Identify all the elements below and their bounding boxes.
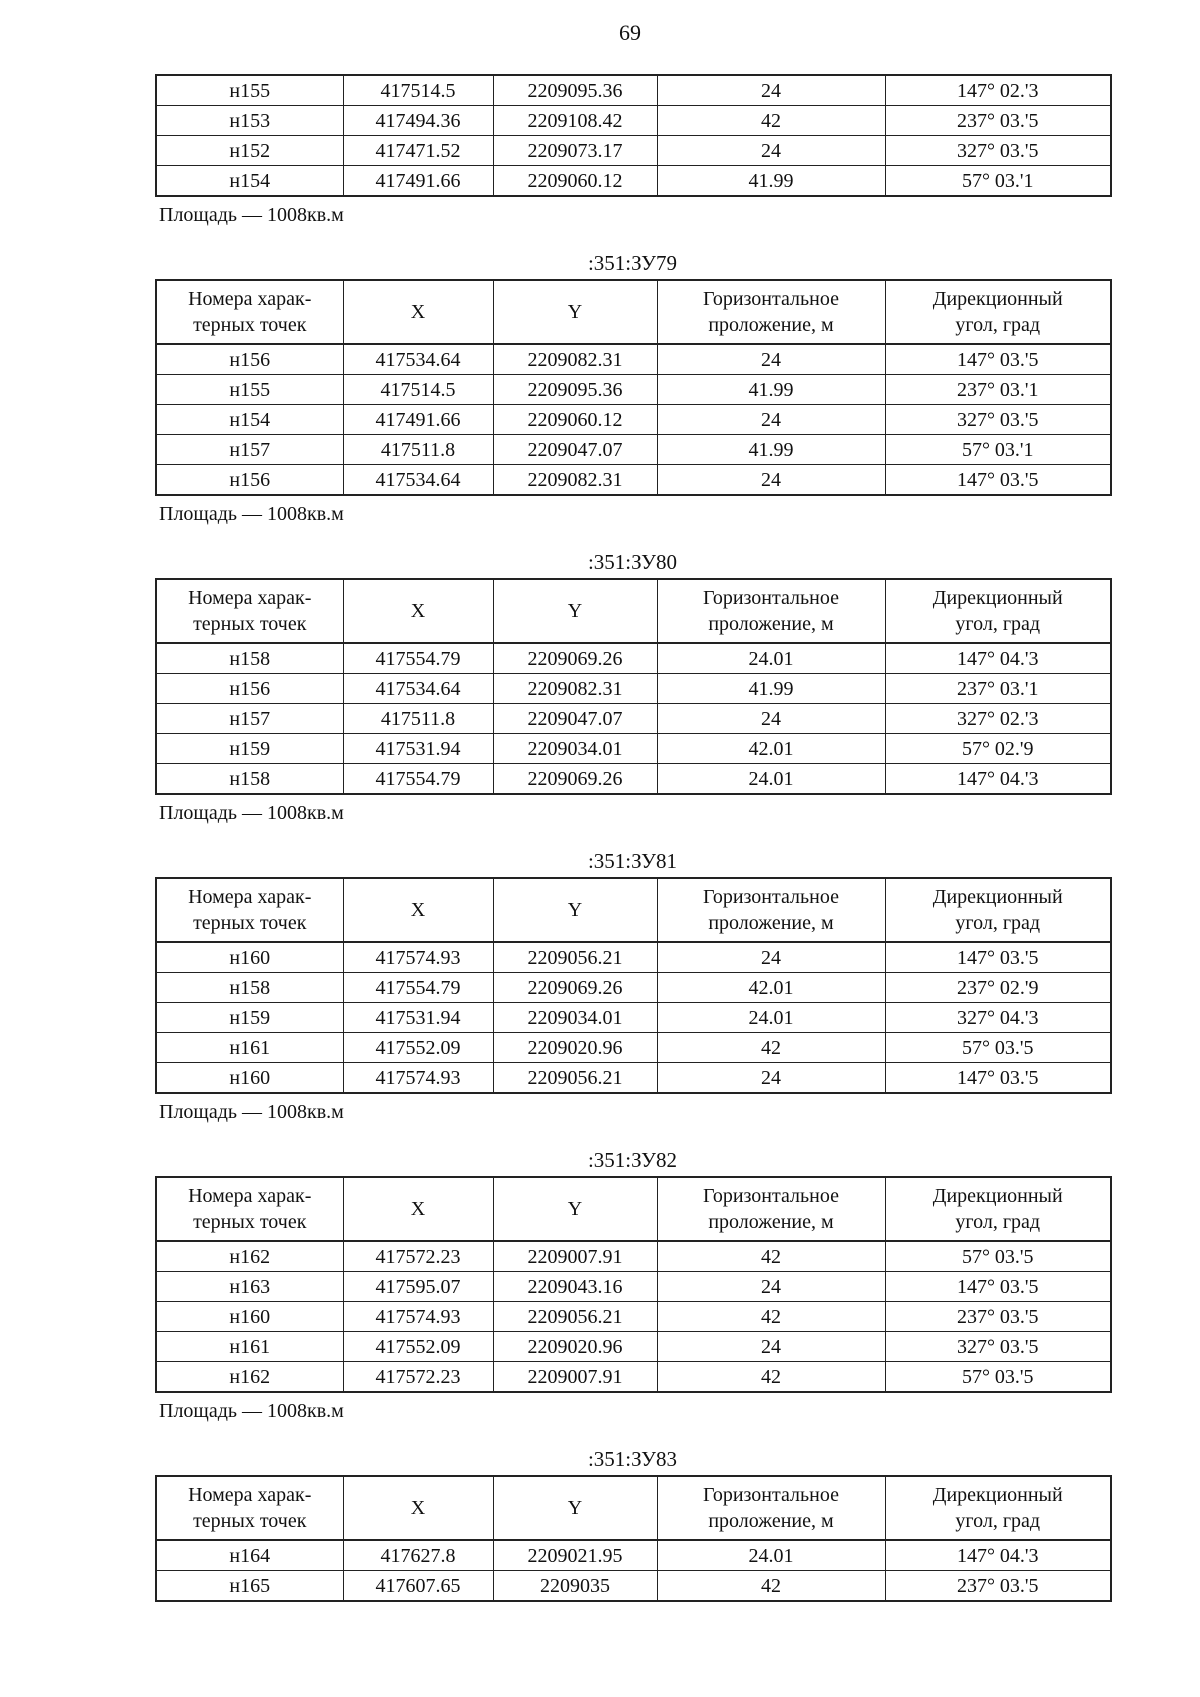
- header-y: Y: [493, 1177, 657, 1241]
- cell-y: 2209007.91: [493, 1241, 657, 1272]
- cell-angle: 147° 03.'5: [885, 1272, 1111, 1302]
- cell-angle: 147° 03.'5: [885, 942, 1111, 973]
- cell-point: н165: [156, 1571, 343, 1602]
- cell-y: 2209034.01: [493, 734, 657, 764]
- header-points-line1: Номера харак-: [188, 1185, 312, 1207]
- header-distance-line2: проложение, м: [708, 1211, 834, 1233]
- cell-point: н153: [156, 106, 343, 136]
- cell-angle: 57° 03.'1: [885, 166, 1111, 197]
- cell-point: н156: [156, 674, 343, 704]
- cell-angle: 237° 03.'1: [885, 674, 1111, 704]
- header-points-line2: терных точек: [193, 1510, 307, 1532]
- cell-x: 417572.23: [343, 1362, 493, 1393]
- cell-distance: 24.01: [657, 643, 885, 674]
- area-text: Площадь — 1008кв.м: [159, 503, 344, 525]
- cell-angle: 147° 03.'5: [885, 344, 1111, 375]
- cell-point: н160: [156, 1302, 343, 1332]
- section-title: :351:ЗУ82: [587, 1148, 678, 1172]
- header-x: X: [343, 1476, 493, 1540]
- table-row: [156, 1302, 1111, 1332]
- cell-x: 417514.5: [343, 75, 493, 106]
- cell-x: 417471.52: [343, 136, 493, 166]
- cell-distance: 41.99: [657, 375, 885, 405]
- table-row: [156, 1272, 1111, 1302]
- header-angle-line1: Дирекционный: [932, 1185, 1063, 1207]
- page-content: [155, 74, 1110, 1602]
- header-distance: [657, 1476, 885, 1540]
- table-row: [156, 1003, 1111, 1033]
- table-row: [156, 1063, 1111, 1094]
- cell-angle: 237° 03.'5: [885, 106, 1111, 136]
- header-x: X: [343, 280, 493, 344]
- cell-distance: 24: [657, 75, 885, 106]
- cell-point: н154: [156, 166, 343, 197]
- cell-y: 2209034.01: [493, 1003, 657, 1033]
- cell-distance: 24: [657, 1332, 885, 1362]
- cell-y: 2209082.31: [493, 674, 657, 704]
- cell-point: н155: [156, 375, 343, 405]
- header-distance-line1: Горизонтальное: [703, 1185, 839, 1207]
- cell-distance: 24: [657, 344, 885, 375]
- header-points: [156, 280, 343, 344]
- table-row: [156, 1362, 1111, 1393]
- cell-distance: 24.01: [657, 1540, 885, 1571]
- header-angle-line2: угол, град: [955, 613, 1041, 635]
- table-row: [156, 166, 1111, 197]
- cell-distance: 41.99: [657, 435, 885, 465]
- table-row: [156, 375, 1111, 405]
- header-angle-line2: угол, град: [955, 1510, 1041, 1532]
- coordinates-table: [155, 1176, 1112, 1393]
- header-angle-line1: Дирекционный: [932, 886, 1063, 908]
- header-distance-line1: Горизонтальное: [703, 288, 839, 310]
- cell-x: 417552.09: [343, 1033, 493, 1063]
- cell-y: 2209069.26: [493, 764, 657, 795]
- header-points-line2: терных точек: [193, 1211, 307, 1233]
- header-angle-line1: Дирекционный: [932, 288, 1063, 310]
- coordinates-table-continued: [155, 74, 1112, 197]
- cell-angle: 327° 03.'5: [885, 405, 1111, 435]
- cell-y: 2209082.31: [493, 465, 657, 496]
- cell-point: н158: [156, 764, 343, 795]
- coordinates-table: [155, 578, 1112, 795]
- cell-angle: 147° 04.'3: [885, 643, 1111, 674]
- cell-angle: 327° 04.'3: [885, 1003, 1111, 1033]
- cell-y: 2209047.07: [493, 435, 657, 465]
- cell-y: 2209056.21: [493, 1302, 657, 1332]
- cell-x: 417627.8: [343, 1540, 493, 1571]
- cell-x: 417494.36: [343, 106, 493, 136]
- cell-y: 2209035: [493, 1571, 657, 1602]
- cell-angle: 57° 03.'5: [885, 1362, 1111, 1393]
- cell-distance: 42.01: [657, 734, 885, 764]
- cell-angle: 147° 02.'3: [885, 75, 1111, 106]
- table-header-row: [156, 878, 1111, 942]
- header-x: X: [343, 1177, 493, 1241]
- cell-x: 417511.8: [343, 435, 493, 465]
- header-points-line1: Номера харак-: [188, 288, 312, 310]
- cell-point: н154: [156, 405, 343, 435]
- cell-angle: 237° 03.'1: [885, 375, 1111, 405]
- page-number: 69: [619, 20, 641, 45]
- cell-y: 2209043.16: [493, 1272, 657, 1302]
- cell-angle: 327° 02.'3: [885, 704, 1111, 734]
- table-row: [156, 1571, 1111, 1602]
- table-row: [156, 1540, 1111, 1571]
- cell-x: 417534.64: [343, 344, 493, 375]
- cell-point: н152: [156, 136, 343, 166]
- header-x: X: [343, 579, 493, 643]
- cell-angle: 147° 03.'5: [885, 465, 1111, 496]
- table-header-row: [156, 1476, 1111, 1540]
- coordinates-table: [155, 1475, 1112, 1602]
- table-row: [156, 75, 1111, 106]
- header-y: Y: [493, 579, 657, 643]
- cell-y: 2209095.36: [493, 75, 657, 106]
- cell-x: 417554.79: [343, 643, 493, 674]
- cell-angle: 327° 03.'5: [885, 136, 1111, 166]
- cell-y: 2209047.07: [493, 704, 657, 734]
- header-angle: [885, 1177, 1111, 1241]
- cell-point: н157: [156, 704, 343, 734]
- cell-y: 2209108.42: [493, 106, 657, 136]
- header-distance: [657, 579, 885, 643]
- cell-y: 2209082.31: [493, 344, 657, 375]
- header-y: Y: [493, 878, 657, 942]
- table-row: [156, 704, 1111, 734]
- cell-y: 2209069.26: [493, 973, 657, 1003]
- header-points: [156, 1177, 343, 1241]
- cell-distance: 24: [657, 942, 885, 973]
- header-angle: [885, 878, 1111, 942]
- table-row: [156, 674, 1111, 704]
- header-points-line2: терных точек: [193, 314, 307, 336]
- table-row: [156, 435, 1111, 465]
- section-title: :351:ЗУ81: [587, 849, 678, 873]
- cell-x: 417531.94: [343, 1003, 493, 1033]
- table-row: [156, 405, 1111, 435]
- cell-distance: 41.99: [657, 166, 885, 197]
- cell-distance: 42.01: [657, 973, 885, 1003]
- header-distance-line2: проложение, м: [708, 314, 834, 336]
- table-row: [156, 465, 1111, 496]
- cell-y: 2209095.36: [493, 375, 657, 405]
- header-angle-line2: угол, град: [955, 912, 1041, 934]
- cell-x: 417607.65: [343, 1571, 493, 1602]
- area-text: Площадь — 1008кв.м: [159, 802, 344, 824]
- cell-angle: 147° 03.'5: [885, 1063, 1111, 1094]
- table-row: [156, 1241, 1111, 1272]
- cell-distance: 24.01: [657, 1003, 885, 1033]
- cell-angle: 57° 03.'1: [885, 435, 1111, 465]
- table-header-row: [156, 1177, 1111, 1241]
- cell-point: н156: [156, 465, 343, 496]
- cell-distance: 24: [657, 465, 885, 496]
- cell-point: н155: [156, 75, 343, 106]
- cell-point: н164: [156, 1540, 343, 1571]
- table-header-row: [156, 280, 1111, 344]
- header-points: [156, 579, 343, 643]
- cell-x: 417574.93: [343, 1302, 493, 1332]
- area-text: Площадь — 1008кв.м: [159, 1101, 344, 1123]
- cell-point: н159: [156, 1003, 343, 1033]
- cell-y: 2209069.26: [493, 643, 657, 674]
- cell-point: н160: [156, 942, 343, 973]
- section-title: :351:ЗУ83: [587, 1447, 678, 1471]
- cell-x: 417534.64: [343, 674, 493, 704]
- cell-angle: 147° 04.'3: [885, 1540, 1111, 1571]
- cell-y: 2209021.95: [493, 1540, 657, 1571]
- coordinates-table: [155, 877, 1112, 1094]
- cell-x: 417534.64: [343, 465, 493, 496]
- cell-y: 2209020.96: [493, 1033, 657, 1063]
- cell-x: 417554.79: [343, 764, 493, 795]
- header-distance-line1: Горизонтальное: [703, 886, 839, 908]
- table-row: [156, 1332, 1111, 1362]
- header-points-line2: терных точек: [193, 912, 307, 934]
- cell-distance: 42: [657, 1362, 885, 1393]
- header-distance: [657, 1177, 885, 1241]
- cell-angle: 237° 02.'9: [885, 973, 1111, 1003]
- section-title: :351:ЗУ79: [587, 251, 678, 275]
- table-row: [156, 973, 1111, 1003]
- cell-point: н159: [156, 734, 343, 764]
- header-distance: [657, 878, 885, 942]
- cell-point: н162: [156, 1241, 343, 1272]
- cell-x: 417572.23: [343, 1241, 493, 1272]
- cell-y: 2209056.21: [493, 1063, 657, 1094]
- section-title: :351:ЗУ80: [587, 550, 678, 574]
- cell-distance: 42: [657, 1241, 885, 1272]
- area-text: Площадь — 1008кв.м: [159, 204, 344, 226]
- table-row: [156, 1033, 1111, 1063]
- header-points-line1: Номера харак-: [188, 886, 312, 908]
- cell-point: н161: [156, 1033, 343, 1063]
- cell-y: 2209060.12: [493, 166, 657, 197]
- cell-x: 417491.66: [343, 166, 493, 197]
- cell-point: н157: [156, 435, 343, 465]
- cell-distance: 42: [657, 1571, 885, 1602]
- header-angle-line1: Дирекционный: [932, 587, 1063, 609]
- cell-x: 417574.93: [343, 1063, 493, 1094]
- cell-x: 417511.8: [343, 704, 493, 734]
- cell-distance: 42: [657, 106, 885, 136]
- header-distance-line1: Горизонтальное: [703, 587, 839, 609]
- cell-y: 2209073.17: [493, 136, 657, 166]
- header-angle: [885, 280, 1111, 344]
- cell-distance: 42: [657, 1033, 885, 1063]
- cell-x: 417531.94: [343, 734, 493, 764]
- header-distance-line1: Горизонтальное: [703, 1484, 839, 1506]
- cell-point: н163: [156, 1272, 343, 1302]
- header-points: [156, 878, 343, 942]
- header-points-line1: Номера харак-: [188, 1484, 312, 1506]
- header-points: [156, 1476, 343, 1540]
- cell-point: н158: [156, 643, 343, 674]
- table-row: [156, 643, 1111, 674]
- cell-distance: 24: [657, 1063, 885, 1094]
- header-distance: [657, 280, 885, 344]
- cell-y: 2209056.21: [493, 942, 657, 973]
- area-text: Площадь — 1008кв.м: [159, 1400, 344, 1422]
- cell-x: 417595.07: [343, 1272, 493, 1302]
- cell-x: 417514.5: [343, 375, 493, 405]
- cell-x: 417574.93: [343, 942, 493, 973]
- cell-point: н156: [156, 344, 343, 375]
- header-angle: [885, 579, 1111, 643]
- table-row: [156, 942, 1111, 973]
- cell-y: 2209007.91: [493, 1362, 657, 1393]
- header-points-line1: Номера харак-: [188, 587, 312, 609]
- header-angle-line1: Дирекционный: [932, 1484, 1063, 1506]
- header-distance-line2: проложение, м: [708, 912, 834, 934]
- header-points-line2: терных точек: [193, 613, 307, 635]
- header-y: Y: [493, 280, 657, 344]
- cell-point: н162: [156, 1362, 343, 1393]
- cell-angle: 147° 04.'3: [885, 764, 1111, 795]
- cell-point: н161: [156, 1332, 343, 1362]
- header-angle-line2: угол, град: [955, 314, 1041, 336]
- cell-distance: 42: [657, 1302, 885, 1332]
- table-header-row: [156, 579, 1111, 643]
- cell-angle: 237° 03.'5: [885, 1302, 1111, 1332]
- cell-point: н158: [156, 973, 343, 1003]
- header-distance-line2: проложение, м: [708, 613, 834, 635]
- header-distance-line2: проложение, м: [708, 1510, 834, 1532]
- cell-distance: 24.01: [657, 764, 885, 795]
- cell-distance: 24: [657, 704, 885, 734]
- header-x: X: [343, 878, 493, 942]
- cell-distance: 24: [657, 136, 885, 166]
- table-row: [156, 344, 1111, 375]
- cell-x: 417491.66: [343, 405, 493, 435]
- cell-angle: 57° 03.'5: [885, 1241, 1111, 1272]
- table-row: [156, 764, 1111, 795]
- cell-angle: 327° 03.'5: [885, 1332, 1111, 1362]
- cell-angle: 57° 03.'5: [885, 1033, 1111, 1063]
- coordinates-table: [155, 279, 1112, 496]
- cell-angle: 57° 02.'9: [885, 734, 1111, 764]
- cell-distance: 24: [657, 405, 885, 435]
- cell-x: 417554.79: [343, 973, 493, 1003]
- table-row: [156, 734, 1111, 764]
- cell-distance: 41.99: [657, 674, 885, 704]
- cell-point: н160: [156, 1063, 343, 1094]
- cell-y: 2209060.12: [493, 405, 657, 435]
- table-row: [156, 136, 1111, 166]
- cell-y: 2209020.96: [493, 1332, 657, 1362]
- cell-distance: 24: [657, 1272, 885, 1302]
- header-y: Y: [493, 1476, 657, 1540]
- table-row: [156, 106, 1111, 136]
- cell-x: 417552.09: [343, 1332, 493, 1362]
- header-angle: [885, 1476, 1111, 1540]
- header-angle-line2: угол, град: [955, 1211, 1041, 1233]
- cell-angle: 237° 03.'5: [885, 1571, 1111, 1602]
